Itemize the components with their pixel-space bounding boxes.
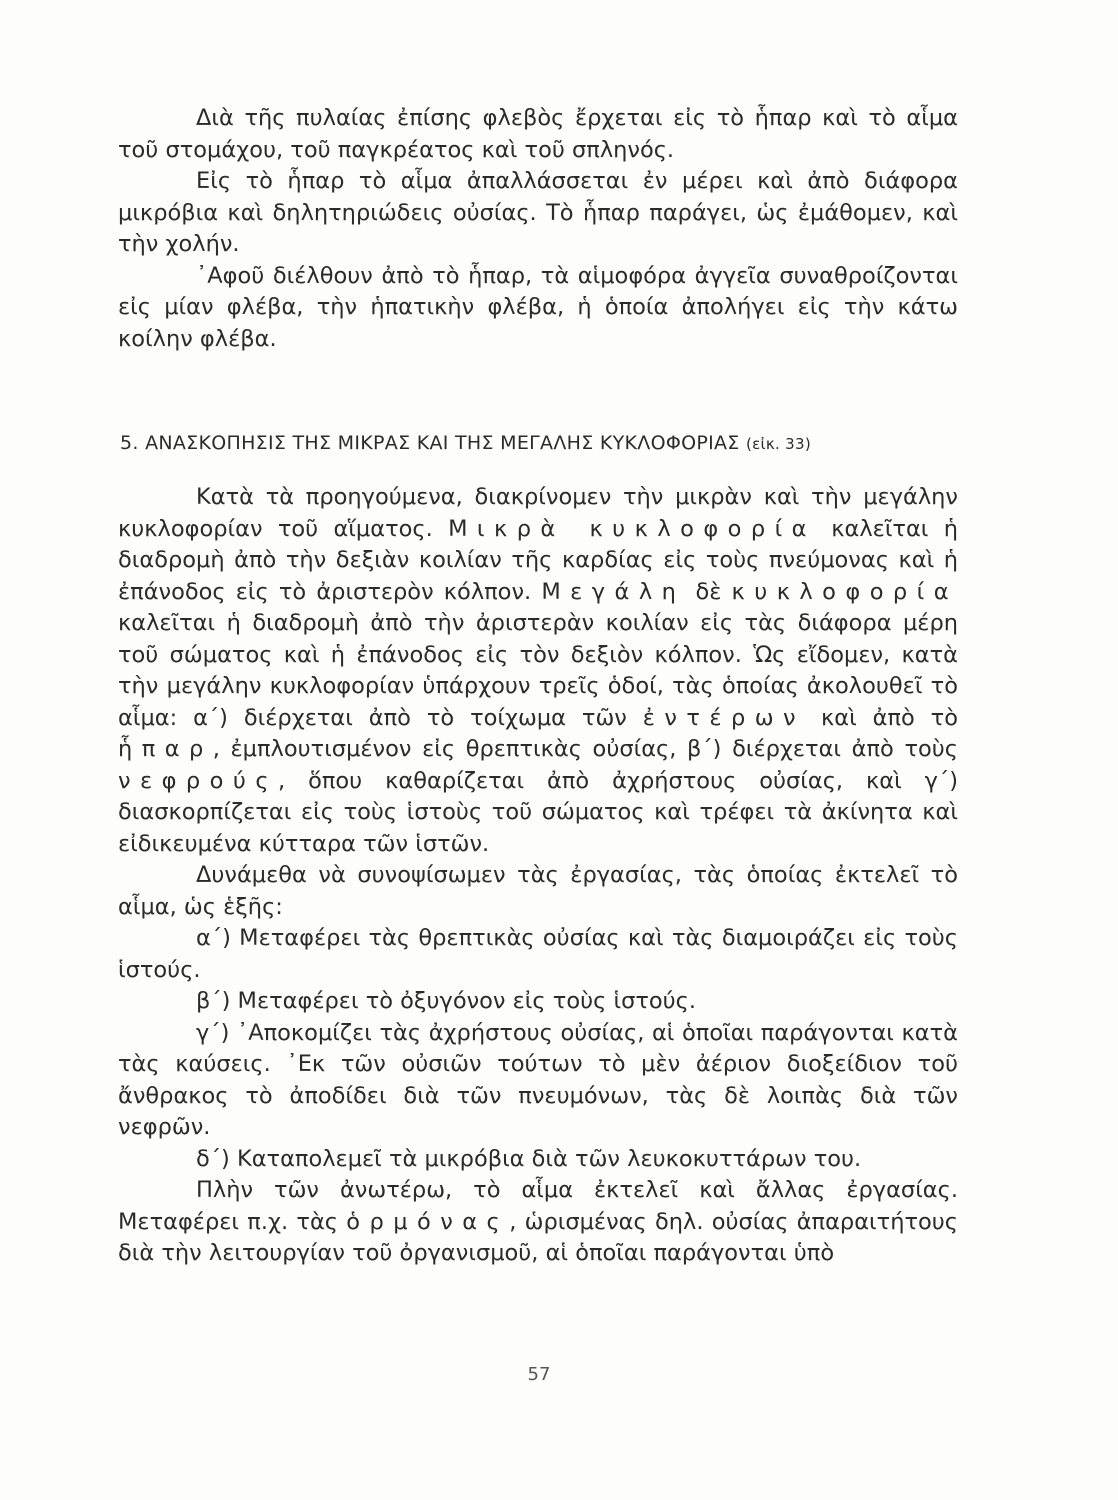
paragraph-blood-functions-intro: Δυνάμεθα νὰ συνοψίσωμεν τὰς ἐργασίας, τὰς ὁποίας ἐκτελεῖ τὸ αἷμα, ὡς ἑξῆς: [118, 862, 958, 920]
section-heading-figure-ref: (εἰκ. 33) [745, 435, 812, 453]
emphasis-term: ἐντέρων [642, 704, 806, 731]
text-run: καὶ ἀπὸ τὸ [805, 704, 958, 731]
text-block-main [118, 482, 958, 1270]
paragraph-other-functions [118, 1175, 958, 1270]
emphasis-term: ἧπαρ [118, 736, 213, 762]
text-run: Πλὴν τῶν ἀνωτέρω, τὸ αἷμα ἐκτελεῖ καὶ ἄλλας ἐργασίας. Μεταφέρει π.χ. τὰς [118, 1177, 958, 1235]
paragraph-liver-function: Εἰς τὸ ἧπαρ τὸ αἷμα ἀπαλλάσσεται ἐν μέρει καὶ ἀπὸ διάφορα μικρόβια καὶ δηλητηριώδεις οὐσίας. Τὸ ἧπαρ παράγει, ὡς ἐμάθομεν, καὶ τὴν χολήν. [118, 168, 958, 257]
list-item-b: β΄) Μεταφέρει τὸ ὀξυγόνον εἰς τοὺς ἱστούς. [196, 988, 697, 1014]
text-block-top [118, 103, 958, 355]
text-run: δὲ [685, 578, 732, 605]
paragraph-portal-vein: Διὰ τῆς πυλαίας ἐπίσης φλεβὸς ἔρχεται εἰς τὸ ἧπαρ καὶ τὸ αἷμα τοῦ στομάχου, τοῦ παγκρέατος καὶ τοῦ σπληνός. [118, 105, 958, 163]
list-item-d: δ΄) Καταπολεμεῖ τὰ μικρόβια διὰ τῶν λευκοκυττάρων του. [196, 1145, 862, 1172]
section-heading-title: 5. ΑΝΑΣΚΟΠΗΣΙΣ ΤΗΣ ΜΙΚΡΑΣ ΚΑΙ ΤΗΣ ΜΕΓΑΛΗΣ ΚΥΚΛΟΦΟΡΙΑΣ [120, 432, 740, 454]
emphasis-term: ὁρμόνας [346, 1208, 510, 1235]
page-number: 57 [527, 1364, 551, 1385]
emphasis-term: Μεγάλη [541, 578, 686, 605]
text-run: καλεῖται ἡ διαδρομὴ ἀπὸ τὴν δεξιὰν κοιλίαν τῆς καρδίας εἰς τοὺς πνεύμονας καὶ ἡ ἐπάνοδος εἰς τὸ ἀριστερὸν κόλπον. [118, 515, 958, 605]
text-run: , ἐμπλουτισμένον εἰς θρεπτικὰς οὐσίας, β΄) διέρχεται ἀπὸ τοὺς [212, 736, 958, 762]
text-run: , ὡρισμένας δηλ. οὐσίας ἀπαραιτήτους διὰ τὴν λειτουργίαν τοῦ ὀργανισμοῦ, αἱ ὁποῖαι παράγονται ὑπὸ [118, 1208, 959, 1266]
emphasis-term: νεφρούς [118, 767, 278, 794]
list-item-g: γ΄) ᾿Αποκομίζει τὰς ἀχρήστους οὐσίας, αἱ ὁποῖαι παράγονται κατὰ τὰς καύσεις. ᾿Εκ τῶν οὐσιῶν τούτων τὸ μὲν ἀέριον διοξείδιον τοῦ ἄνθρακος τὸ ἀποδίδει διὰ τῶν πνευμόνων, τὰς δὲ λοιπὰς διὰ τῶν νεφρῶν. [118, 1019, 958, 1140]
emphasis-term: κυκλοφορία [731, 578, 958, 605]
text-run: , ὅπου καθαρίζεται ἀπὸ ἀχρήστους οὐσίας, καὶ γ΄) διασκορπίζεται εἰς τοὺς ἱστοὺς τοῦ σώματος καὶ τρέφει τὰ ἀκίνητα καὶ εἰδικευμένα κύτταρα τῶν ἱστῶν. [118, 767, 958, 857]
emphasis-term: Μικρὰ κυκλοφορία [448, 515, 816, 542]
paragraph-hepatic-vein: ᾿Αφοῦ διέλθουν ἀπὸ τὸ ἧπαρ, τὰ αἱμοφόρα ἀγγεῖα συναθροίζονται εἰς μίαν φλέβα, τὴν ἡπατικὴν φλέβα, ἡ ὁποία ἀπολήγει εἰς τὴν κάτω κοίλην φλέβα. [118, 262, 958, 352]
list-item-a: α΄) Μεταφέρει τὰς θρεπτικὰς οὐσίας καὶ τὰς διαμοιράζει εἰς τοὺς ἱστούς. [118, 925, 958, 983]
paragraph-circulation-overview [118, 482, 958, 860]
text-run: καλεῖται ἡ διαδρομὴ ἀπὸ τὴν ἀριστερὰν κοιλίαν εἰς τὰς διάφορα μέρη τοῦ σώματος καὶ ἡ ἐπάνοδος εἰς τὸν δεξιὸν κόλπον. Ὡς εἴδομεν, κατὰ τὴν μεγάλην κυκλοφορίαν ὑπάρχουν τρεῖς ὁδοί, τὰς ὁποίας ἀκολουθεῖ τὸ αἷμα: α΄) διέρχεται ἀπὸ τὸ τοίχωμα τῶν [118, 610, 958, 731]
section-heading [120, 432, 970, 454]
text-run: Κατὰ τὰ προηγούμενα, διακρίνομεν τὴν μικρὰν καὶ τὴν μεγάλην κυκλοφορίαν τοῦ αἵματος. [118, 484, 958, 542]
